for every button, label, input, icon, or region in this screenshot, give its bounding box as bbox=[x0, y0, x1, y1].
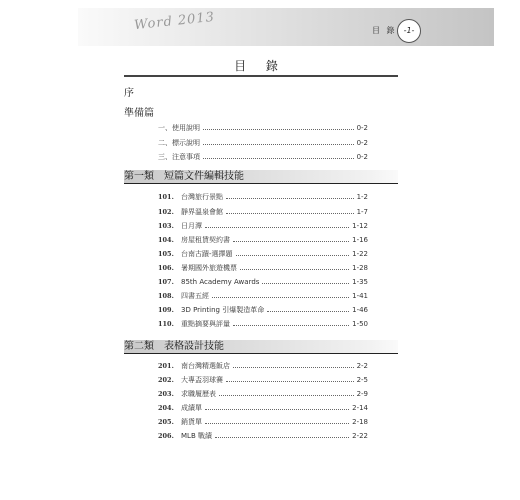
toc-entry[interactable] bbox=[158, 289, 368, 302]
entry-number: 206. bbox=[158, 431, 174, 440]
entry-number: 204. bbox=[158, 403, 174, 412]
section-band-cat1[interactable] bbox=[124, 170, 398, 184]
entry-page: 0-2 bbox=[356, 123, 368, 132]
toc-entry[interactable] bbox=[158, 150, 368, 163]
entry-number: 203. bbox=[158, 389, 174, 398]
dot-leader bbox=[233, 235, 349, 242]
running-title: 目 錄 bbox=[372, 26, 397, 35]
entry-title: 房屋租賃契約書 bbox=[181, 235, 230, 244]
toc-entry[interactable] bbox=[158, 317, 368, 330]
entry-number: 104. bbox=[158, 235, 174, 244]
entry-page: 1-28 bbox=[352, 263, 368, 272]
entry-number: 105. bbox=[158, 249, 174, 258]
entry-title: 台南古蹟-選擇題 bbox=[181, 249, 233, 258]
dot-leader bbox=[226, 192, 354, 199]
toc-entry[interactable] bbox=[158, 136, 368, 149]
entry-number: 108. bbox=[158, 291, 174, 300]
entry-page: 1-22 bbox=[352, 249, 368, 258]
entry-number: 107. bbox=[158, 277, 174, 286]
dot-leader bbox=[233, 361, 354, 368]
entry-page: 1-46 bbox=[352, 305, 368, 314]
entry-title: 二、標示說明 bbox=[158, 138, 200, 147]
entry-title: 靜界溫泉會館 bbox=[181, 207, 223, 216]
entry-number: 101. bbox=[158, 192, 174, 201]
entry-number: 106. bbox=[158, 263, 174, 272]
dot-leader bbox=[203, 152, 354, 159]
toc-entry[interactable] bbox=[158, 373, 368, 386]
dot-leader bbox=[262, 277, 349, 284]
dot-leader bbox=[236, 249, 350, 256]
entry-number: 202. bbox=[158, 375, 174, 384]
entry-page: 1-41 bbox=[352, 291, 368, 300]
entry-page: 1-50 bbox=[352, 319, 368, 328]
entry-page: 1-16 bbox=[352, 235, 368, 244]
dot-leader bbox=[226, 375, 354, 382]
section-title: 第一類 短篇文件編輯技能 bbox=[124, 171, 244, 182]
dot-leader bbox=[233, 319, 349, 326]
entry-page: 0-2 bbox=[356, 152, 368, 161]
entry-title: MLB 戰績 bbox=[181, 431, 212, 440]
entry-number: 201. bbox=[158, 361, 174, 370]
toc-entry[interactable] bbox=[158, 303, 368, 316]
entry-number: 103. bbox=[158, 221, 174, 230]
entry-title: 暑期國外旅遊機票 bbox=[181, 263, 237, 272]
dot-leader bbox=[240, 263, 349, 270]
toc-entry[interactable] bbox=[158, 233, 368, 246]
dot-leader bbox=[215, 431, 349, 438]
entry-page: 2-18 bbox=[352, 417, 368, 426]
toc-entry[interactable] bbox=[158, 387, 368, 400]
toc-entry[interactable] bbox=[158, 261, 368, 274]
entry-title: 85th Academy Awards bbox=[181, 277, 260, 286]
dot-leader bbox=[203, 138, 354, 145]
entry-title: 求職履歷表 bbox=[181, 389, 216, 398]
toc-entry[interactable] bbox=[158, 121, 368, 134]
toc-entry[interactable] bbox=[158, 219, 368, 232]
section-prep[interactable]: 準備篇 bbox=[124, 108, 154, 119]
toc-entry[interactable] bbox=[158, 205, 368, 218]
entry-page: 1-2 bbox=[356, 192, 368, 201]
dot-leader bbox=[203, 123, 354, 130]
entry-title: 重點摘要與評量 bbox=[181, 319, 230, 328]
entry-number: 110. bbox=[158, 319, 174, 328]
dot-leader bbox=[226, 207, 354, 214]
dot-leader bbox=[212, 291, 349, 298]
entry-title: 3D Printing 引爆製造革命 bbox=[181, 305, 265, 314]
section-preface[interactable]: 序 bbox=[124, 88, 134, 99]
toc-entry[interactable] bbox=[158, 415, 368, 428]
entry-number: 109. bbox=[158, 305, 174, 314]
entry-number: 205. bbox=[158, 417, 174, 426]
entry-page: 1-12 bbox=[352, 221, 368, 230]
entry-title: 成績單 bbox=[181, 403, 202, 412]
toc-entry[interactable] bbox=[158, 359, 368, 372]
toc-entry[interactable] bbox=[158, 247, 368, 260]
title-divider bbox=[124, 75, 398, 77]
toc-entry[interactable] bbox=[158, 275, 368, 288]
dot-leader bbox=[205, 417, 349, 424]
dot-leader bbox=[267, 305, 349, 312]
page-number: -1- bbox=[397, 19, 421, 43]
entry-number: 102. bbox=[158, 207, 174, 216]
entry-title: 一、使用說明 bbox=[158, 123, 200, 132]
toc-entry[interactable] bbox=[158, 429, 368, 442]
entry-page: 1-7 bbox=[356, 207, 368, 216]
toc-entry[interactable] bbox=[158, 401, 368, 414]
entry-title: 台灣旅行景點 bbox=[181, 192, 223, 201]
brand-logo: Word 2013 bbox=[133, 9, 216, 34]
entry-page: 1-35 bbox=[352, 277, 368, 286]
section-title: 第二類 表格設計技能 bbox=[124, 341, 224, 352]
entry-page: 2-2 bbox=[356, 361, 368, 370]
entry-title: 大專盃羽球賽 bbox=[181, 375, 223, 384]
entry-title: 三、注意事項 bbox=[158, 152, 200, 161]
page-title: 目 錄 bbox=[234, 59, 286, 73]
dot-leader bbox=[219, 389, 354, 396]
entry-page: 2-9 bbox=[356, 389, 368, 398]
entry-title: 銷貨單 bbox=[181, 417, 202, 426]
dot-leader bbox=[205, 221, 349, 228]
entry-page: 2-22 bbox=[352, 431, 368, 440]
entry-title: 南台灣精選飯店 bbox=[181, 361, 230, 370]
entry-title: 日月潭 bbox=[181, 221, 202, 230]
section-band-cat2[interactable] bbox=[124, 340, 398, 354]
entry-page: 2-5 bbox=[356, 375, 368, 384]
toc-entry[interactable] bbox=[158, 190, 368, 203]
entry-title: 四書五經 bbox=[181, 291, 209, 300]
entry-page: 0-2 bbox=[356, 138, 368, 147]
entry-page: 2-14 bbox=[352, 403, 368, 412]
dot-leader bbox=[205, 403, 349, 410]
